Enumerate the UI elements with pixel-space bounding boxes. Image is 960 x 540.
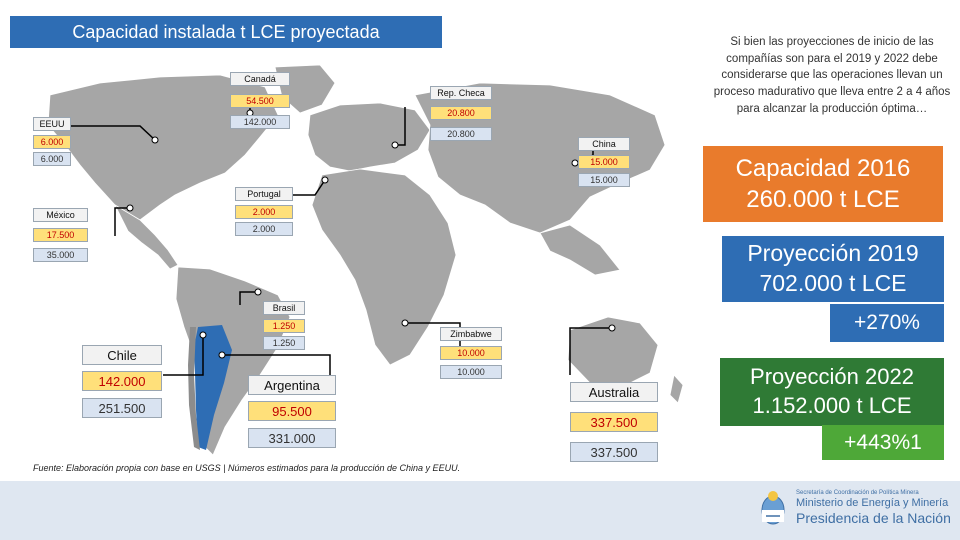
label-brasil-2019: 1.250 xyxy=(263,319,305,333)
label-eeuu-2019: 6.000 xyxy=(33,135,71,149)
new-zealand-shape xyxy=(670,375,683,403)
source-footnote: Fuente: Elaboración propia con base en USGS | Números estimados para la producción de China y EEUU. xyxy=(33,463,461,473)
label-australia-2022: 337.500 xyxy=(570,442,658,462)
label-rep-checa-2022: 20.800 xyxy=(430,127,492,141)
label-canada-name: Canadá xyxy=(230,72,290,86)
proyeccion-2019-value: 702.000 t LCE xyxy=(759,270,907,296)
label-china-2019: 15.000 xyxy=(578,155,630,169)
label-mexico-2022: 35.000 xyxy=(33,248,88,262)
ministry-logo xyxy=(758,488,951,528)
label-portugal-2019: 2.000 xyxy=(235,205,293,219)
label-portugal-2022: 2.000 xyxy=(235,222,293,236)
label-china-name: China xyxy=(578,137,630,151)
label-zimbabwe-2019: 10.000 xyxy=(440,346,502,360)
pin-australia xyxy=(609,325,615,331)
capacidad-2016-value: 260.000 t LCE xyxy=(746,186,900,213)
pin-portugal xyxy=(322,177,328,183)
proyeccion-2022-value: 1.152.000 t LCE xyxy=(752,393,912,418)
label-mexico-2019: 17.500 xyxy=(33,228,88,242)
logo-text xyxy=(796,490,951,526)
slide-title: Capacidad instalada t LCE proyectada xyxy=(10,16,442,48)
label-australia-2019: 337.500 xyxy=(570,412,658,432)
label-zimbabwe-2022: 10.000 xyxy=(440,365,502,379)
pin-mexico xyxy=(127,205,133,211)
side-note: Si bien las proyecciones de inicio de las compañías son para el 2019 y 2022 debe considerarse que las operaciones llevan un proceso madurativo que lleva entre 2 a 4 años para alcanzar la producción óptima… xyxy=(713,36,951,115)
label-argentina-2022: 331.000 xyxy=(248,428,336,448)
pin-argentina xyxy=(219,352,225,358)
label-rep-checa-2019: 20.800 xyxy=(430,106,492,120)
label-eeuu-name: EEUU xyxy=(33,117,71,131)
pin-eeuu xyxy=(152,137,158,143)
proyeccion-2022-percent: +443%1 xyxy=(822,425,944,460)
label-portugal-name: Portugal xyxy=(235,187,293,201)
proyeccion-2019-title: Proyección 2019 xyxy=(747,240,919,267)
logo-line-secretaria: Secretaría de Coordinación de Política Minera xyxy=(796,490,919,497)
europe-shape xyxy=(308,103,430,171)
logo-line-ministerio: Ministerio de Energía y Minería xyxy=(796,497,949,510)
label-zimbabwe-name: Zimbabwe xyxy=(440,327,502,341)
coat-of-arms-icon xyxy=(758,488,788,528)
label-canada-2019: 54.500 xyxy=(230,94,290,108)
label-chile-2019: 142.000 xyxy=(82,371,162,391)
label-brasil-2022: 1.250 xyxy=(263,336,305,350)
pin-brasil xyxy=(255,289,261,295)
label-mexico-name: México xyxy=(33,208,88,222)
africa-shape xyxy=(312,169,456,365)
label-canada-2022: 142.000 xyxy=(230,115,290,129)
label-eeuu-2022: 6.000 xyxy=(33,152,71,166)
logo-line-presidencia: Presidencia de la Nación xyxy=(796,509,951,526)
pin-rep-checa xyxy=(392,142,398,148)
label-rep-checa-name: Rep. Checa xyxy=(430,86,492,100)
label-brasil-name: Brasil xyxy=(263,301,305,315)
pin-chile xyxy=(200,332,206,338)
proyeccion-2022-box xyxy=(720,358,944,426)
capacidad-2016-box xyxy=(703,146,943,222)
capacidad-2016-title: Capacidad 2016 xyxy=(735,154,911,182)
label-argentina-name: Argentina xyxy=(248,375,336,395)
label-chile-2022: 251.500 xyxy=(82,398,162,418)
proyeccion-2019-percent: +270% xyxy=(830,304,944,342)
proyeccion-2019-box xyxy=(722,236,944,302)
label-australia-name: Australia xyxy=(570,382,658,402)
label-china-2022: 15.000 xyxy=(578,173,630,187)
label-chile-name: Chile xyxy=(82,345,162,365)
pin-zimbabwe xyxy=(402,320,408,326)
proyeccion-2022-title: Proyección 2022 xyxy=(750,364,914,390)
label-argentina-2019: 95.500 xyxy=(248,401,336,421)
southeast-asia-shape xyxy=(540,225,620,275)
